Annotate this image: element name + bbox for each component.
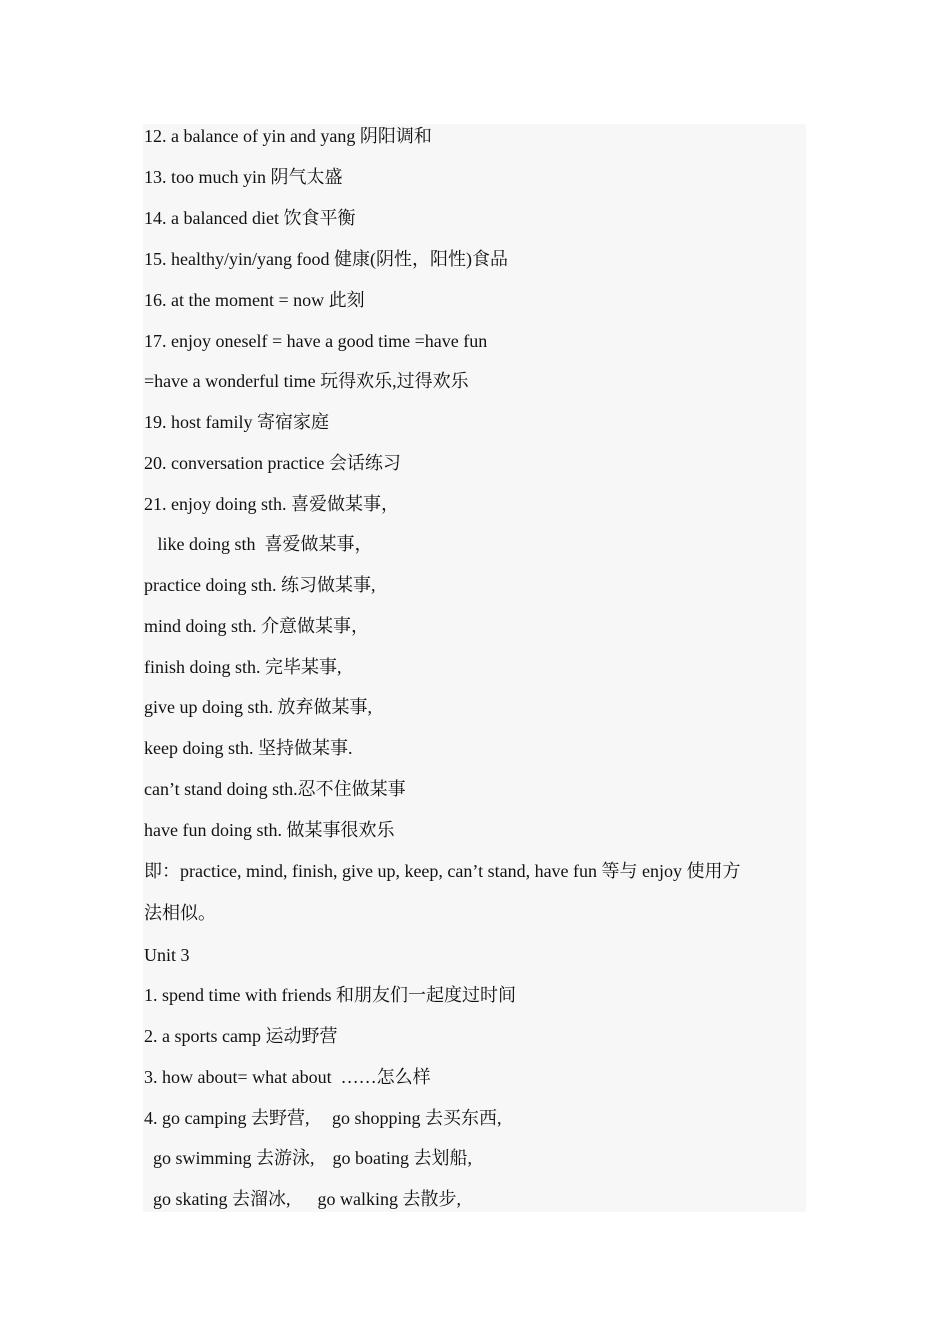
text-line: practice doing sth. 练习做某事, bbox=[144, 575, 376, 595]
text-line: =have a wonderful time 玩得欢乐,过得欢乐 bbox=[144, 371, 469, 391]
text-line: finish doing sth. 完毕某事, bbox=[144, 657, 342, 677]
text-line: give up doing sth. 放弃做某事, bbox=[144, 697, 372, 717]
text-line: 12. a balance of yin and yang 阴阳调和 bbox=[144, 126, 432, 146]
text-line: 3. how about= what about ……怎么样 bbox=[144, 1067, 431, 1087]
text-line: 4. go camping 去野营, go shopping 去买东西, bbox=[144, 1108, 502, 1128]
text-line: 19. host family 寄宿家庭 bbox=[144, 412, 329, 432]
text-line: go skating 去溜冰, go walking 去散步, bbox=[144, 1189, 461, 1209]
text-line: 13. too much yin 阴气太盛 bbox=[144, 167, 343, 187]
text-line: go swimming 去游泳, go boating 去划船, bbox=[144, 1148, 472, 1168]
text-line: 16. at the moment = now 此刻 bbox=[144, 290, 365, 310]
text-line: 2. a sports camp 运动野营 bbox=[144, 1026, 338, 1046]
text-line: 法相似。 bbox=[144, 903, 216, 923]
text-line: mind doing sth. 介意做某事， bbox=[144, 616, 370, 636]
text-line: 17. enjoy oneself = have a good time =have fun bbox=[144, 331, 488, 351]
text-line: 1. spend time with friends 和朋友们一起度过时间 bbox=[144, 985, 516, 1005]
text-line: 20. conversation practice 会话练习 bbox=[144, 453, 401, 473]
text-line: 21. enjoy doing sth. 喜爱做某事， bbox=[144, 494, 399, 514]
text-line: can’t stand doing sth.忍不住做某事 bbox=[144, 779, 406, 799]
text-line: keep doing sth. 坚持做某事. bbox=[144, 738, 353, 758]
text-line: like doing sth 喜爱做某事， bbox=[144, 534, 373, 554]
text-line: 即：practice, mind, finish, give up, keep, can’t stand, have fun 等与 enjoy 使用方 bbox=[144, 861, 741, 881]
text-line: have fun doing sth. 做某事很欢乐 bbox=[144, 820, 395, 840]
text-line: 14. a balanced diet 饮食平衡 bbox=[144, 208, 356, 228]
section-heading: Unit 3 bbox=[144, 945, 190, 965]
text-line: 15. healthy/yin/yang food 健康(阴性，阳性)食品 bbox=[144, 249, 508, 269]
document-page bbox=[143, 124, 806, 1212]
